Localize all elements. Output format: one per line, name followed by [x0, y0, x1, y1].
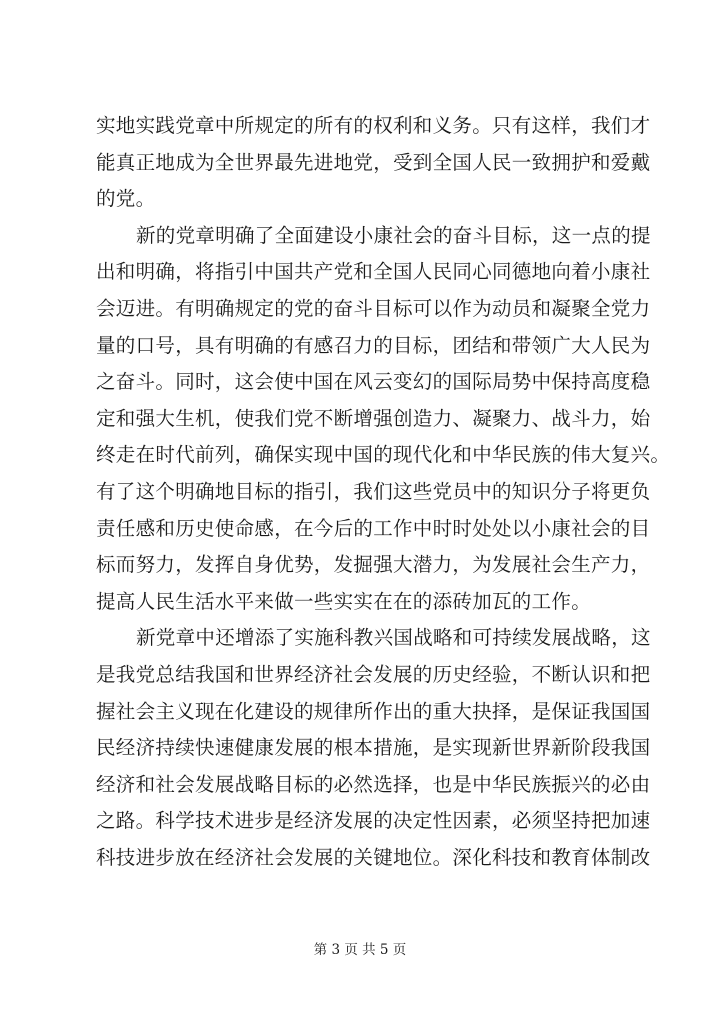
text-line: 标而努力，发挥自身优势，发掘强大潜力，为发展社会生产力， — [96, 553, 651, 577]
text-line: 经济和社会发展战略目标的必然选择，也是中华民族振兴的必由 — [96, 772, 651, 796]
text-line: 责任感和历史使命感，在今后的工作中时时处处以小康社会的目 — [96, 516, 651, 540]
text-line: 新的党章明确了全面建设小康社会的奋斗目标，这一点的提 — [136, 223, 651, 247]
text-line: 定和强大生机，使我们党不断增强创造力、凝聚力、战斗力，始 — [96, 406, 651, 430]
text-line: 能真正地成为全世界最先进地党，受到全国人民一致拥护和爱戴 — [96, 150, 651, 174]
text-line: 之路。科学技术进步是经济发展的决定性因素，必须坚持把加速 — [96, 809, 651, 833]
text-line: 终走在时代前列，确保实现中国的现代化和中华民族的伟大复兴。 — [96, 443, 671, 467]
text-line: 握社会主义现在化建设的规律所作出的重大抉择，是保证我国国 — [96, 699, 651, 723]
text-line: 是我党总结我国和世界经济社会发展的历史经验，不断认识和把 — [96, 662, 651, 686]
text-line: 出和明确，将指引中国共产党和全国人民同心同德地向着小康社 — [96, 260, 651, 284]
text-line: 的党。 — [96, 187, 156, 211]
page-footer: 第 3 页 共 5 页 — [313, 942, 407, 958]
text-line: 科技进步放在经济社会发展的关键地位。深化科技和教育体制改 — [96, 845, 651, 869]
text-line: 有了这个明确地目标的指引，我们这些党员中的知识分子将更负 — [96, 479, 651, 503]
text-line: 之奋斗。同时，这会使中国在风云变幻的国际局势中保持高度稳 — [96, 370, 651, 394]
text-line: 新党章中还增添了实施科教兴国战略和可持续发展战略，这 — [136, 626, 651, 650]
text-line: 提高人民生活水平来做一些实实在在的添砖加瓦的工作。 — [96, 589, 592, 613]
text-line: 民经济持续快速健康发展的根本措施，是实现新世界新阶段我国 — [96, 736, 651, 760]
text-line: 量的口号，具有明确的有感召力的目标，团结和带领广大人民为 — [96, 333, 651, 357]
text-line: 会迈进。有明确规定的党的奋斗目标可以作为动员和凝聚全党力 — [96, 296, 651, 320]
body-text — [96, 108, 671, 876]
text-line: 实地实践党章中所规定的所有的权利和义务。只有这样，我们才 — [96, 114, 651, 137]
